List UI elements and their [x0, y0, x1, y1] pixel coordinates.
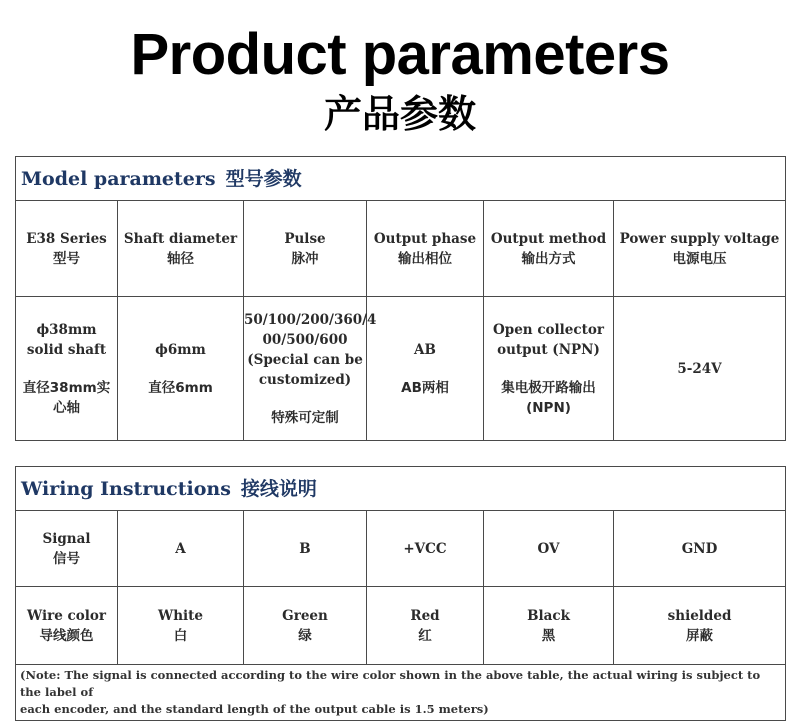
color-vcc: Red 红 — [367, 587, 484, 665]
wiring-header-zh: 接线说明 — [240, 478, 317, 500]
col-header-series: E38 Series 型号 — [16, 201, 118, 297]
cell-phase: AB AB两相 — [367, 297, 484, 441]
wiring-note: (Note: The signal is connected according to the wire color shown in the above table, the actual wiring is subject to the label of each encoder, and the standard length of the output cable is 1.5 meters) — [16, 665, 786, 721]
cell-shaft: ϕ6mm 直径6mm — [118, 297, 244, 441]
wiring-instructions-table — [15, 466, 786, 721]
page-title: Product parameters — [130, 22, 670, 87]
cell-method: Open collector output (NPN) 集电极开路输出 (NPN) — [484, 297, 614, 441]
signal-gnd: GND — [614, 511, 786, 587]
col-header-shaft: Shaft diameter 轴径 — [118, 201, 244, 297]
cell-pulse: 50/100/200/360/4 00/500/600 (Special can be customized) 特殊可定制 — [244, 297, 367, 441]
col-header-phase: Output phase 输出相位 — [367, 201, 484, 297]
signal-b: B — [244, 511, 367, 587]
color-gnd: shielded 屏蔽 — [614, 587, 786, 665]
col-header-voltage: Power supply voltage 电源电压 — [614, 201, 786, 297]
cell-series: ϕ38mm solid shaft 直径38mm实 心轴 — [16, 297, 118, 441]
signal-row — [16, 511, 786, 587]
signal-a: A — [118, 511, 244, 587]
wiring-header-en: Wiring Instructions — [21, 478, 231, 500]
model-header-en: Model parameters — [21, 168, 216, 190]
signal-label: Signal 信号 — [16, 511, 118, 587]
page-subtitle-zh: 产品参数 — [323, 92, 476, 136]
signal-ov: OV — [484, 511, 614, 587]
color-a: White 白 — [118, 587, 244, 665]
cell-voltage: 5-24V — [614, 297, 786, 441]
model-parameters-header — [16, 157, 786, 201]
wiring-header — [16, 467, 786, 511]
col-header-pulse: Pulse 脉冲 — [244, 201, 367, 297]
wire-color-label: Wire color 导线颜色 — [16, 587, 118, 665]
model-values-row — [16, 297, 786, 441]
model-parameters-table — [15, 156, 786, 441]
color-ov: Black 黑 — [484, 587, 614, 665]
color-b: Green 绿 — [244, 587, 367, 665]
wire-color-row — [16, 587, 786, 665]
model-column-headers — [16, 201, 786, 297]
model-header-zh: 型号参数 — [225, 168, 302, 190]
signal-vcc: +VCC — [367, 511, 484, 587]
col-header-method: Output method 输出方式 — [484, 201, 614, 297]
